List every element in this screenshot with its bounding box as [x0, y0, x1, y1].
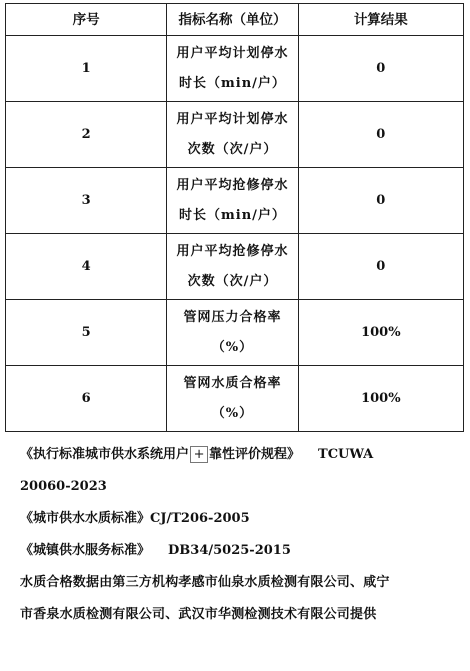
indicator-name [167, 234, 298, 300]
indicator-name-line1: 用户平均计划停水 [176, 111, 289, 127]
indicator-name [167, 168, 298, 234]
indicator-name-line2: （%） [211, 339, 254, 355]
data-source-line-1: 水质合格数据由第三方机构孝感市仙泉水质检测有限公司、咸宁 [20, 575, 390, 590]
result-value: 100% [298, 366, 463, 432]
row-number: 2 [6, 102, 167, 168]
table-header-row [6, 4, 464, 36]
standard-reference-1 [20, 439, 460, 471]
standard-reference-1-continued: 20060-2023 [20, 479, 107, 494]
standard-reference-2: 《城市供水水质标准》CJ/T206-2005 [20, 511, 250, 526]
indicator-name-line1: 用户平均抢修停水 [176, 243, 289, 259]
indicator-name [167, 300, 298, 366]
standard-reference-3 [20, 535, 460, 567]
table-row [6, 102, 464, 168]
expand-mark-icon[interactable]: + [190, 446, 208, 463]
standard-ref3-title: 《城镇供水服务标准》 [20, 543, 151, 558]
notes-section [20, 439, 460, 631]
header-serial-number: 序号 [6, 4, 167, 36]
indicator-name [167, 102, 298, 168]
row-number: 1 [6, 36, 167, 102]
table-row [6, 36, 464, 102]
header-result: 计算结果 [298, 4, 463, 36]
row-number: 3 [6, 168, 167, 234]
data-source-line-2: 市香泉水质检测有限公司、武汉市华测检测技术有限公司提供 [20, 607, 377, 622]
row-number: 4 [6, 234, 167, 300]
indicator-name [167, 36, 298, 102]
indicator-name-line2: 时长（min/户） [179, 207, 286, 223]
result-value: 0 [298, 234, 463, 300]
indicator-table [5, 3, 464, 432]
table-row [6, 234, 464, 300]
indicator-name-line2: 次数（次/户） [187, 273, 278, 289]
result-value: 0 [298, 168, 463, 234]
indicator-name-line1: 管网水质合格率 [183, 375, 282, 391]
result-value: 100% [298, 300, 463, 366]
standard-ref1-part2: 靠性评价规程》 [209, 447, 301, 462]
standard-ref1-part1: 《执行标准城市供水系统用户 [20, 447, 190, 462]
row-number: 5 [6, 300, 167, 366]
table-row [6, 168, 464, 234]
indicator-name-line2: 次数（次/户） [187, 141, 278, 157]
result-value: 0 [298, 36, 463, 102]
indicator-name-line1: 管网压力合格率 [183, 309, 282, 325]
indicator-name-line1: 用户平均计划停水 [176, 45, 289, 61]
indicator-name [167, 366, 298, 432]
indicator-name-line2: 时长（min/户） [179, 75, 286, 91]
standard-ref3-code: DB34/5025-2015 [168, 543, 291, 558]
indicator-name-line1: 用户平均抢修停水 [176, 177, 289, 193]
row-number: 6 [6, 366, 167, 432]
indicator-name-line2: （%） [211, 405, 254, 421]
table-row [6, 366, 464, 432]
table-row [6, 300, 464, 366]
standard-ref1-code: TCUWA [318, 447, 374, 462]
result-value: 0 [298, 102, 463, 168]
header-indicator-name: 指标名称（单位） [167, 4, 298, 36]
